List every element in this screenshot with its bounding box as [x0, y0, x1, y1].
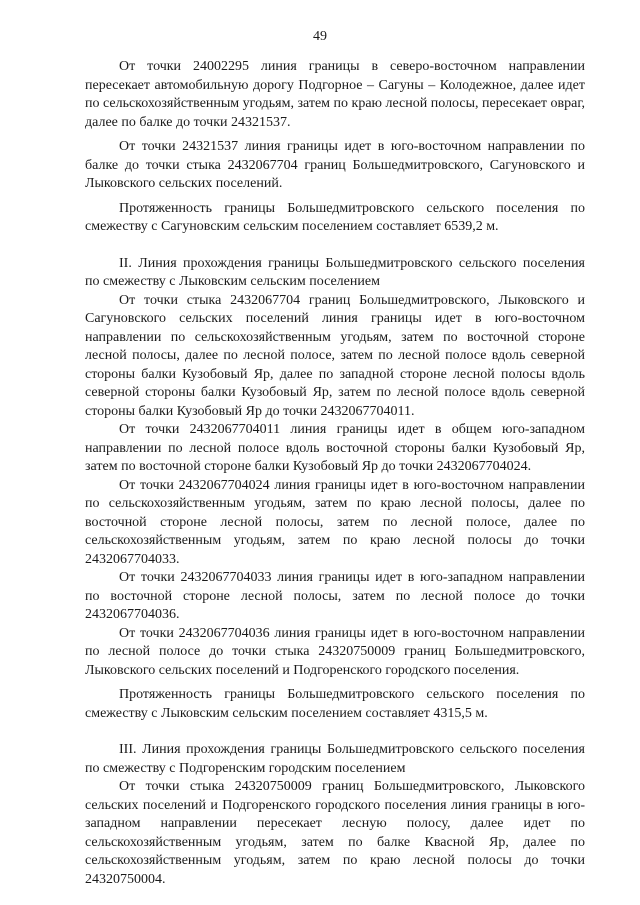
paragraph: От точки 2432067704024 линия границы идет в юго-восточном направлении по сельскохозяйственным угодьям, затем по краю лесной полосы, далее по восточной стороне лесной полосы, затем по лесной полосе, далее по сельскохозяйственным угодьям, затем по краю лесной полосы до точки 2432067704033. [85, 477, 585, 567]
section-heading: II. Линия прохождения границы Большедмитровского сельского поселения по смежеству с Лыковским сельским поселением [85, 255, 585, 289]
document-body [85, 58, 585, 889]
section-heading: III. Линия прохождения границы Большедмитровского сельского поселения по смежеству с Подгоренским городским поселением [85, 742, 585, 776]
paragraph: От точки 2432067704036 линия границы идет в юго-восточном направлении по лесной полосе до точки стыка 24320750009 границ Большедмитровского, Лыковского сельских поселений и Подгоренского городского поселения. [85, 625, 585, 678]
paragraph: От точки 2432067704011 линия границы идет в общем юго-западном направлении по лесной полосе вдоль восточной стороны балки Кузобовый Яр, затем по восточной стороне балки Кузобовый Яр до точки 2432067704024. [85, 422, 585, 474]
paragraph: От точки стыка 24320750009 границ Большедмитровского, Лыковского сельских поселений и Подгоренского городского поселения линия границы в юго-западном направлении пересекает лесную полосу, далее идет по сельскохозяйственным угодьям, затем по балке Квасной Яр, далее по сельскохозяйственным угодьям, затем по краю лесной полосы до точки 24320750004. [85, 779, 585, 887]
paragraph: От точки 24321537 линия границы идет в юго-восточном направлении по балке до точки стыка 2432067704 границ Большедмитровского, Сагуновского и Лыковского сельских поселений. [85, 139, 585, 191]
page-number: 49 [313, 29, 327, 44]
paragraph: От точки 24002295 линия границы в северо-восточном направлении пересекает автомобильную дорогу Подгорное – Сагуны – Колодежное, далее идет по сельскохозяйственным угодьям, затем по краю лесной полосы, пересекает овраг, далее по балке до точки 24321537. [85, 59, 586, 130]
paragraph: От точки 2432067704033 линия границы идет в юго-западном направлении по восточной стороне лесной полосы, затем по лесной полосе до точки 2432067704036. [85, 570, 585, 622]
paragraph: От точки стыка 2432067704 границ Большедмитровского, Лыковского и Сагуновского сельских поселений линия границы идет в юго-восточном направлении по сельскохозяйственным угодьям, затем по восточной стороне лесной полосы, далее по лесной полосе, затем по лесной полосе вдоль северной стороны балки Кузобовый Яр, далее по западной стороне лесной полосы вдоль северной стороны балки Кузобовый Яр, затем по лесной полосе вдоль северной стороны балки Кузобовый Яр до точки 2432067704011. [85, 292, 585, 419]
paragraph: Протяженность границы Большедмитровского сельского поселения по смежеству с Сагуновским сельским поселением составляет 6539,2 м. [85, 200, 585, 234]
paragraph: Протяженность границы Большедмитровского сельского поселения по смежеству с Лыковским сельским поселением составляет 4315,5 м. [85, 687, 585, 721]
